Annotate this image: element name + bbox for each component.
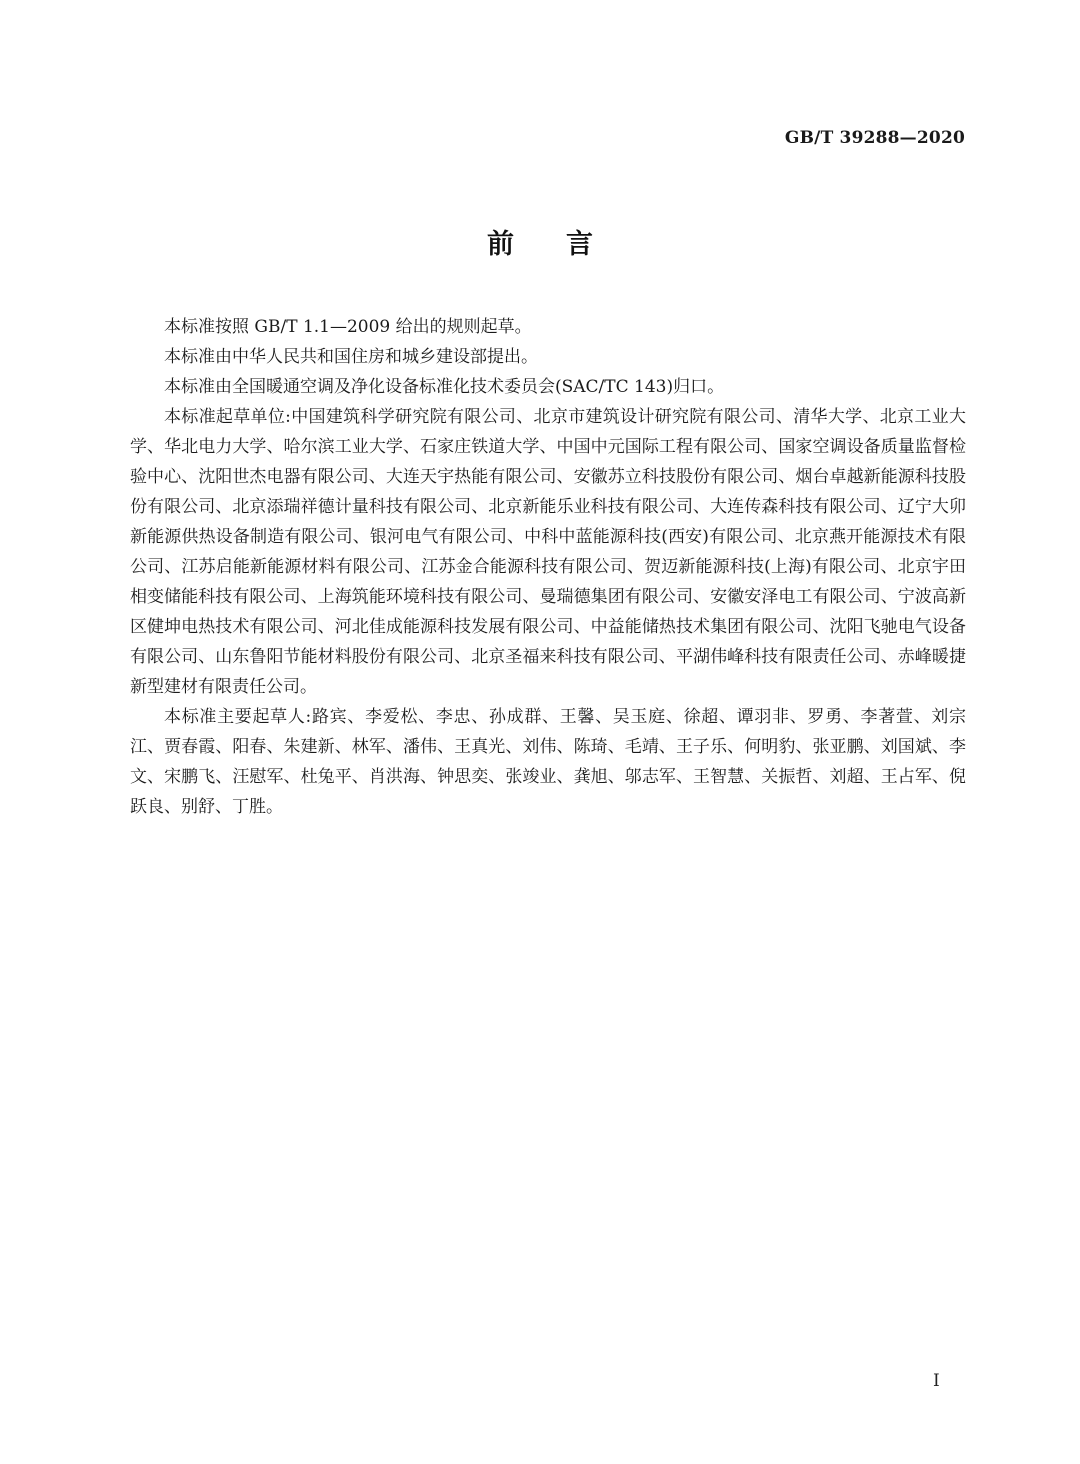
- paragraph-drafting-units: 本标准起草单位:中国建筑科学研究院有限公司、北京市建筑设计研究院有限公司、清华大学、北京工业大学、华北电力大学、哈尔滨工业大学、石家庄铁道大学、中国中元国际工程有限公司、国家空调设备质量监督检验中心、沈阳世杰电器有限公司、大连天宇热能有限公司、安徽苏立科技股份有限公司、烟台卓越新能源科技股份有限公司、北京添瑞祥德计量科技有限公司、北京新能乐业科技有限公司、大连传森科技有限公司、辽宁大卯新能源供热设备制造有限公司、银河电气有限公司、中科中蓝能源科技(西安)有限公司、北京燕开能源技术有限公司、江苏启能新能源材料有限公司、江苏金合能源科技有限公司、贺迈新能源科技(上海)有限公司、北京宇田相变储能科技有限公司、上海筑能环境科技有限公司、曼瑞德集团有限公司、安徽安泽电工有限公司、宁波高新区健坤电热技术有限公司、河北佳成能源科技发展有限公司、中益能储热技术集团有限公司、沈阳飞驰电气设备有限公司、山东鲁阳节能材料股份有限公司、北京圣福来科技有限公司、平湖伟峰科技有限责任公司、赤峰暖捷新型建材有限责任公司。: [130, 407, 966, 697]
- standard-number: GB/T 39288—2020: [784, 128, 965, 148]
- page-number: I: [933, 1371, 940, 1391]
- paragraph-drafting-rules: 本标准按照 GB/T 1.1—2009 给出的规则起草。: [164, 317, 532, 337]
- foreword-body: [130, 312, 966, 822]
- paragraph-drafters: 本标准主要起草人:路宾、李爱松、李忠、孙成群、王馨、吴玉庭、徐超、谭羽非、罗勇、李著萱、刘宗江、贾春霞、阳春、朱建新、林军、潘伟、王真光、刘伟、陈琦、毛靖、王子乐、何明豹、张亚鹏、刘国斌、李文、宋鹏飞、汪慰军、杜兔平、肖洪海、钟思奕、张竣业、龚旭、邬志军、王智慧、关振哲、刘超、王占军、倪跃良、别舒、丁胜。: [130, 707, 966, 817]
- page-title: 前言: [487, 229, 645, 260]
- paragraph-proposer: 本标准由中华人民共和国住房和城乡建设部提出。: [164, 347, 538, 367]
- paragraph-committee: 本标准由全国暖通空调及净化设备标准化技术委员会(SAC/TC 143)归口。: [164, 377, 725, 397]
